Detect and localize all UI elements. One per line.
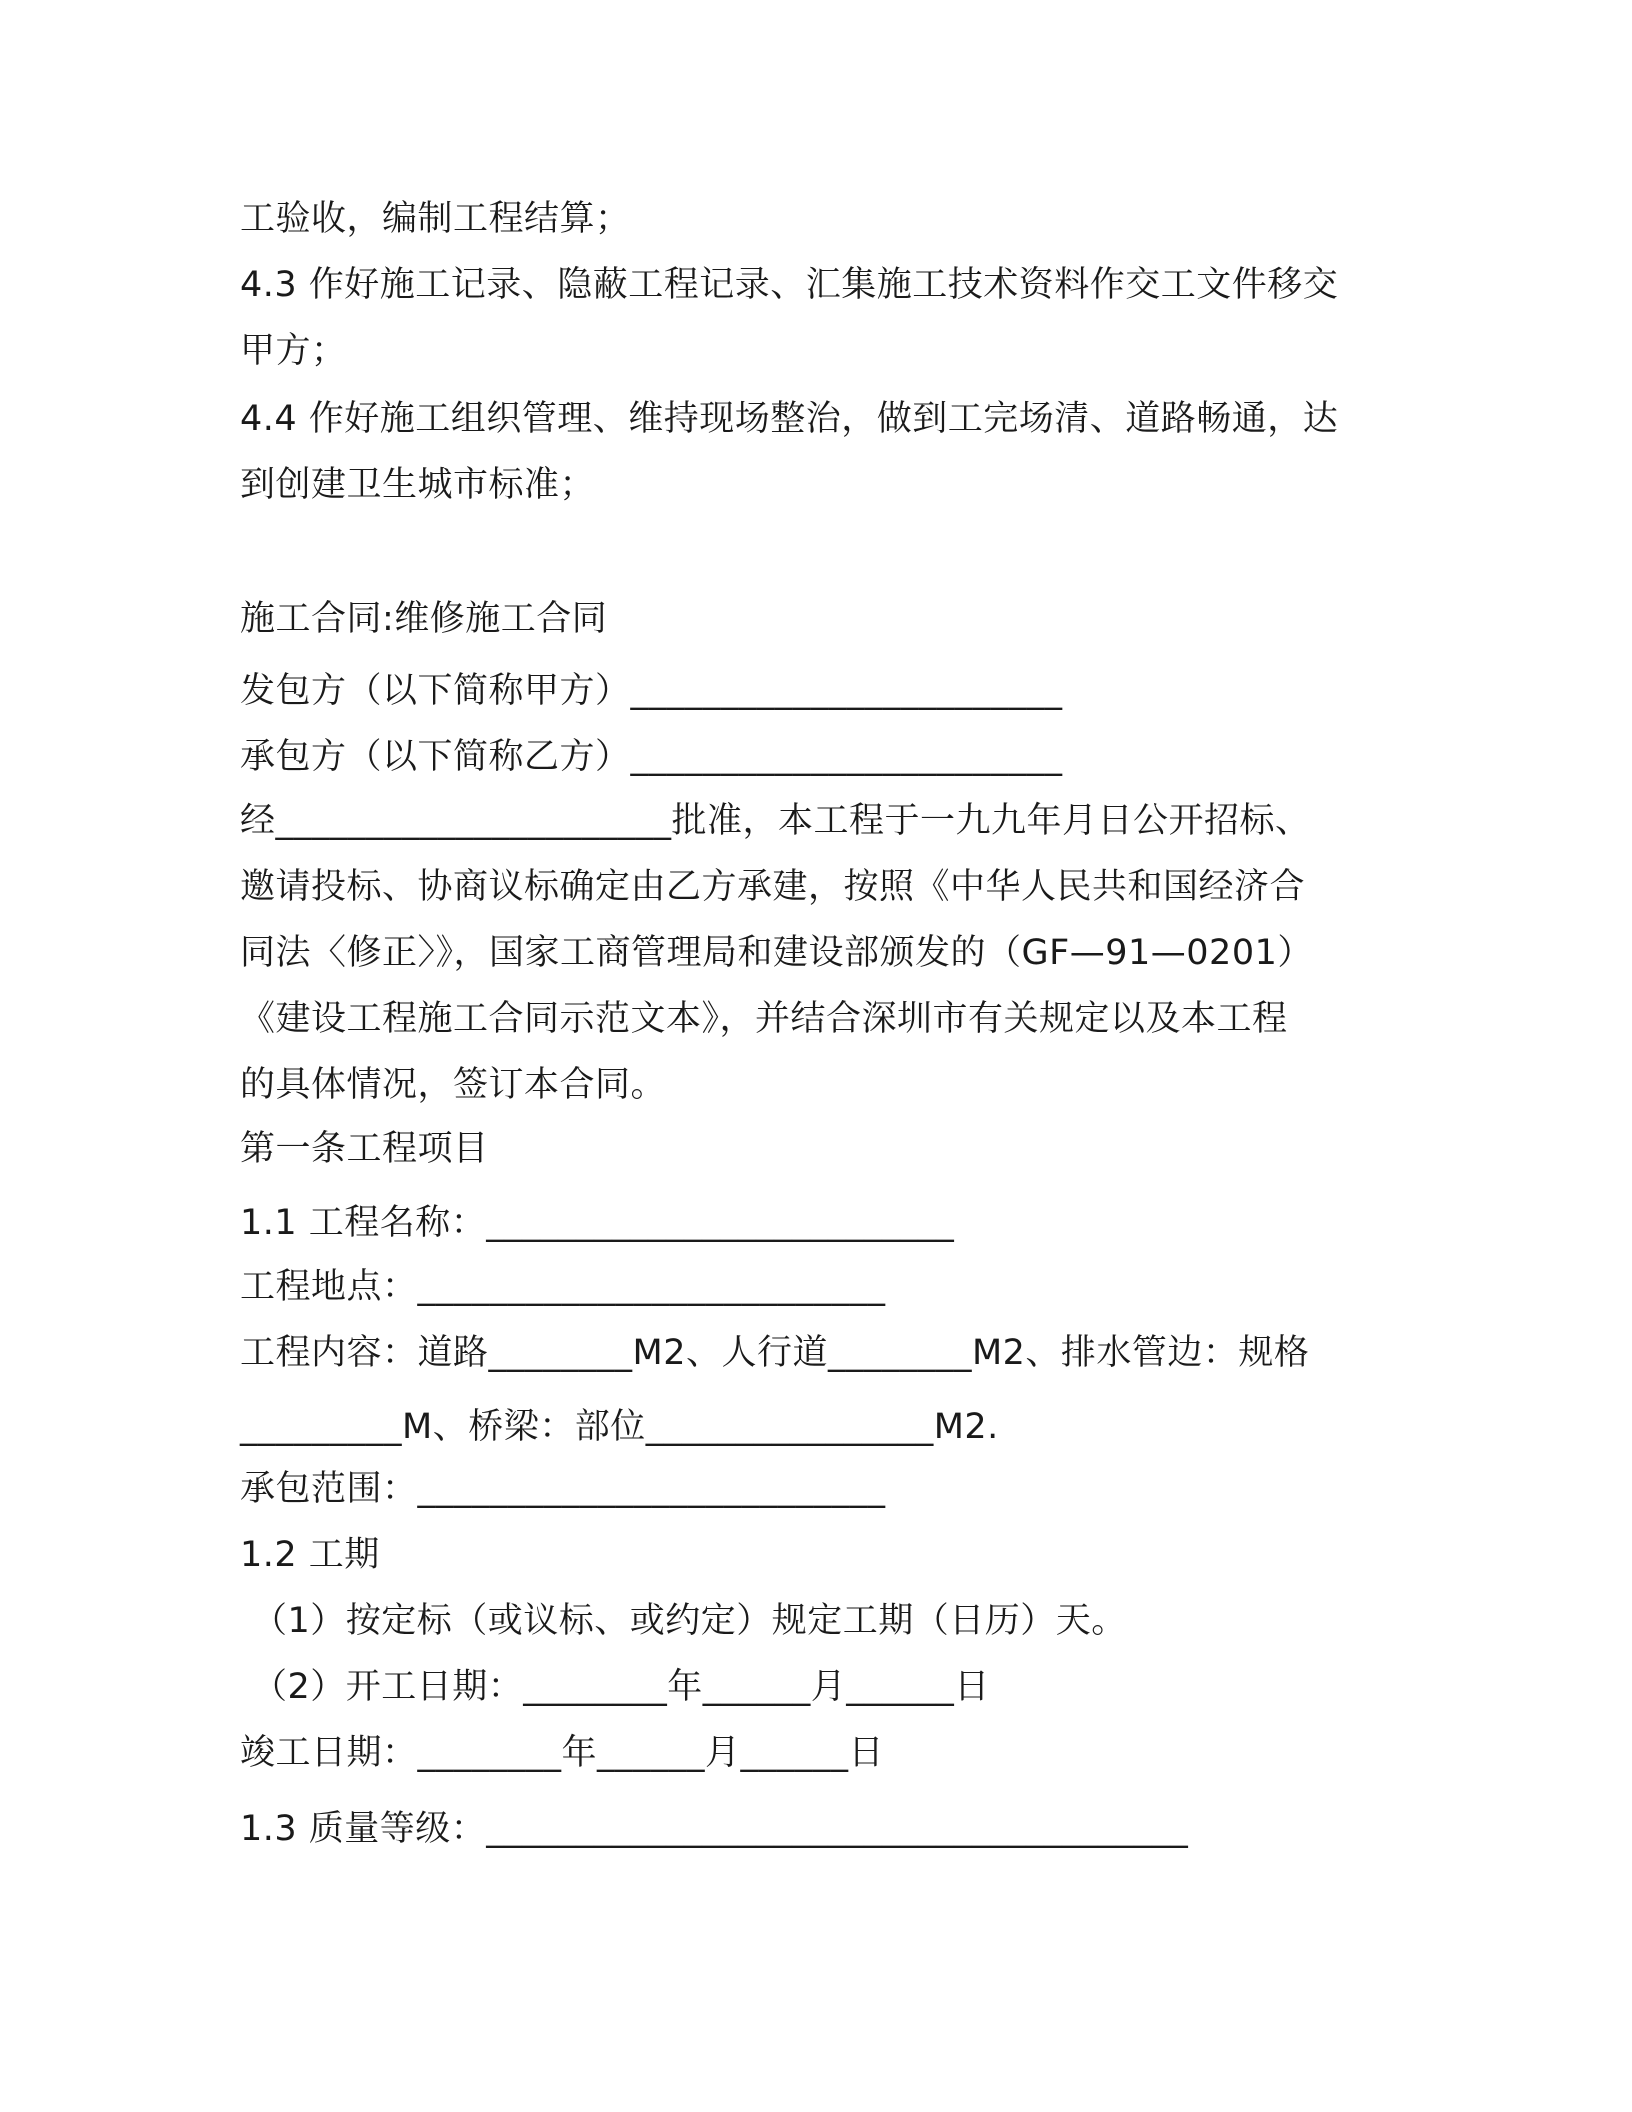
project-content-line-2: _________M、桥梁：部位________________M2. <box>240 1407 999 1447</box>
party-a-line: 发包方（以下简称甲方）________________________ <box>240 671 1063 711</box>
preamble-line-4: 《建设工程施工合同示范文本》，并结合深圳市有关规定以及本工程 <box>240 999 1288 1039</box>
preamble-line-2: 邀请投标、协商议标确定由乙方承建，按照《中华人民共和国经济合 <box>240 867 1306 907</box>
contract-title: 施工合同:维修施工合同 <box>240 599 608 639</box>
project-name-line: 1.1 工程名称：__________________________ <box>240 1203 955 1243</box>
text-line-cont-acceptance: 工验收，编制工程结算； <box>240 199 631 239</box>
duration-heading: 1.2 工期 <box>240 1535 380 1575</box>
preamble-line-3: 同法〈修正〉》，国家工商管理局和建设部颁发的（GF—91—0201） <box>240 933 1313 973</box>
preamble-line-1: 经______________________批准，本工程于一九九年月日公开招标、 <box>240 801 1311 841</box>
preamble-line-5: 的具体情况，签订本合同。 <box>240 1065 667 1105</box>
article-1-heading: 第一条工程项目 <box>240 1129 489 1169</box>
project-location-line: 工程地点：__________________________ <box>240 1267 886 1307</box>
project-content-line-1: 工程内容：道路________M2、人行道________M2、排水管边：规格 <box>240 1333 1310 1373</box>
text-line-4-4-cont: 到创建卫生城市标准； <box>240 465 596 505</box>
text-line-4-3: 4.3 作好施工记录、隐蔽工程记录、汇集施工技术资料作交工文件移交 <box>240 265 1339 305</box>
text-line-4-3-cont: 甲方； <box>240 331 347 371</box>
duration-item-1: （1）按定标（或议标、或约定）规定工期（日历）天。 <box>252 1601 1127 1641</box>
contract-scope-line: 承包范围：__________________________ <box>240 1469 886 1509</box>
party-b-line: 承包方（以下简称乙方）________________________ <box>240 737 1063 777</box>
completion-date-line: 竣工日期：________年______月______日 <box>240 1733 885 1773</box>
start-date-line: （2）开工日期：________年______月______日 <box>252 1667 990 1707</box>
text-line-4-4: 4.4 作好施工组织管理、维持现场整治，做到工完场清、道路畅通，达 <box>240 399 1339 439</box>
quality-grade-line: 1.3 质量等级：_______________________________________ <box>240 1809 1189 1849</box>
